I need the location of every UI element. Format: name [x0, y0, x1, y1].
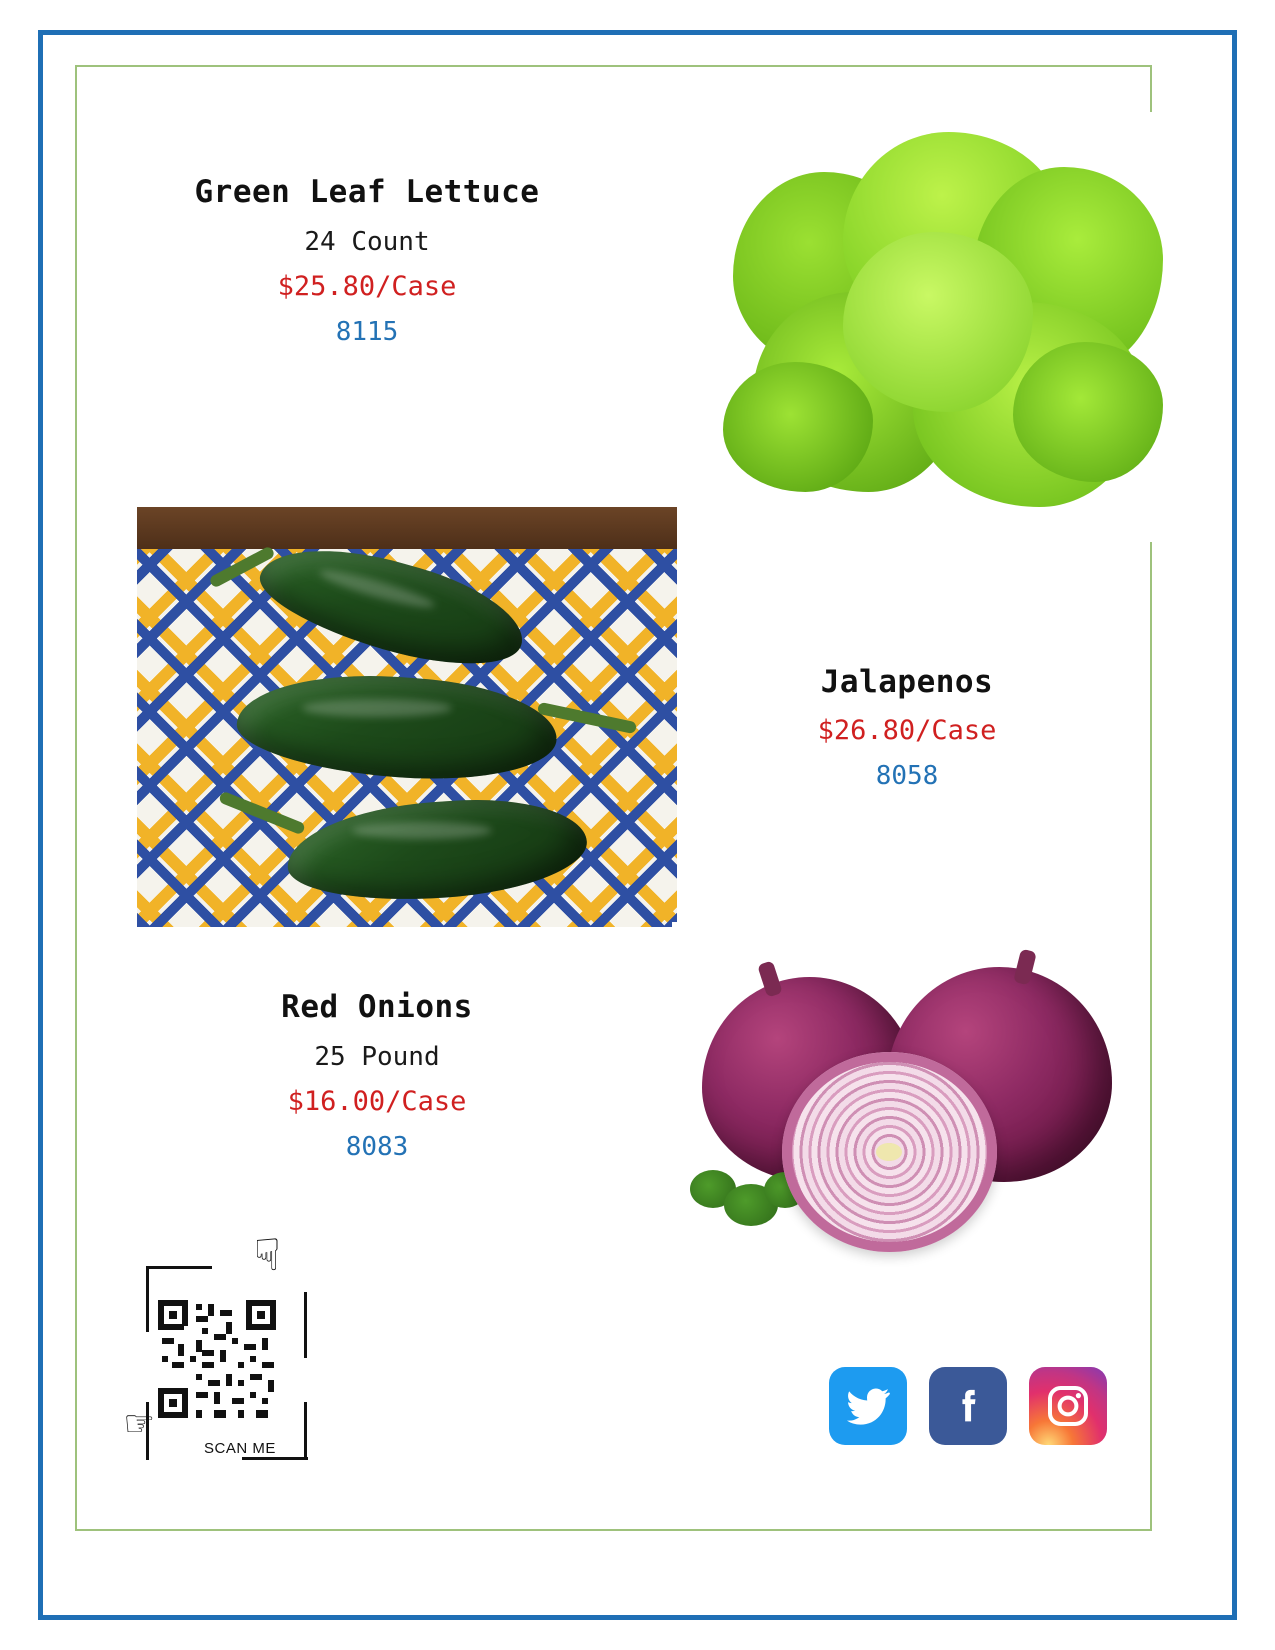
product-block-green-leaf-lettuce	[107, 172, 627, 349]
flyer-outer-border	[38, 30, 1237, 1620]
product-code: 8083	[345, 1131, 409, 1162]
product-pack: 25 Pound	[314, 1041, 440, 1072]
hand-pointing-right-icon: ☞	[126, 1398, 153, 1449]
hand-pointing-down-icon: ☟	[254, 1230, 281, 1281]
product-name: Jalapenos	[820, 664, 994, 700]
red-onions-photo	[672, 922, 1142, 1267]
product-block-red-onions	[127, 987, 627, 1164]
product-price: $25.80/Case	[277, 271, 457, 303]
instagram-icon[interactable]	[1029, 1367, 1107, 1445]
product-code: 8058	[875, 760, 939, 791]
product-block-jalapenos	[677, 662, 1137, 793]
green-leaf-lettuce-photo	[693, 112, 1187, 542]
product-name: Green Leaf Lettuce	[194, 174, 540, 210]
product-code: 8115	[335, 316, 399, 347]
flyer-inner-border	[75, 65, 1152, 1531]
social-links	[829, 1367, 1107, 1445]
product-pack: 24 Count	[304, 226, 430, 257]
qr-code-image[interactable]	[158, 1300, 276, 1418]
facebook-icon[interactable]	[929, 1367, 1007, 1445]
product-name: Red Onions	[281, 989, 473, 1025]
scan-me-label: SCAN ME	[204, 1440, 276, 1457]
twitter-icon[interactable]	[829, 1367, 907, 1445]
qr-code-block[interactable]	[126, 1230, 342, 1467]
product-price: $16.00/Case	[287, 1086, 467, 1118]
jalapenos-photo	[137, 507, 677, 927]
product-price: $26.80/Case	[817, 714, 997, 746]
